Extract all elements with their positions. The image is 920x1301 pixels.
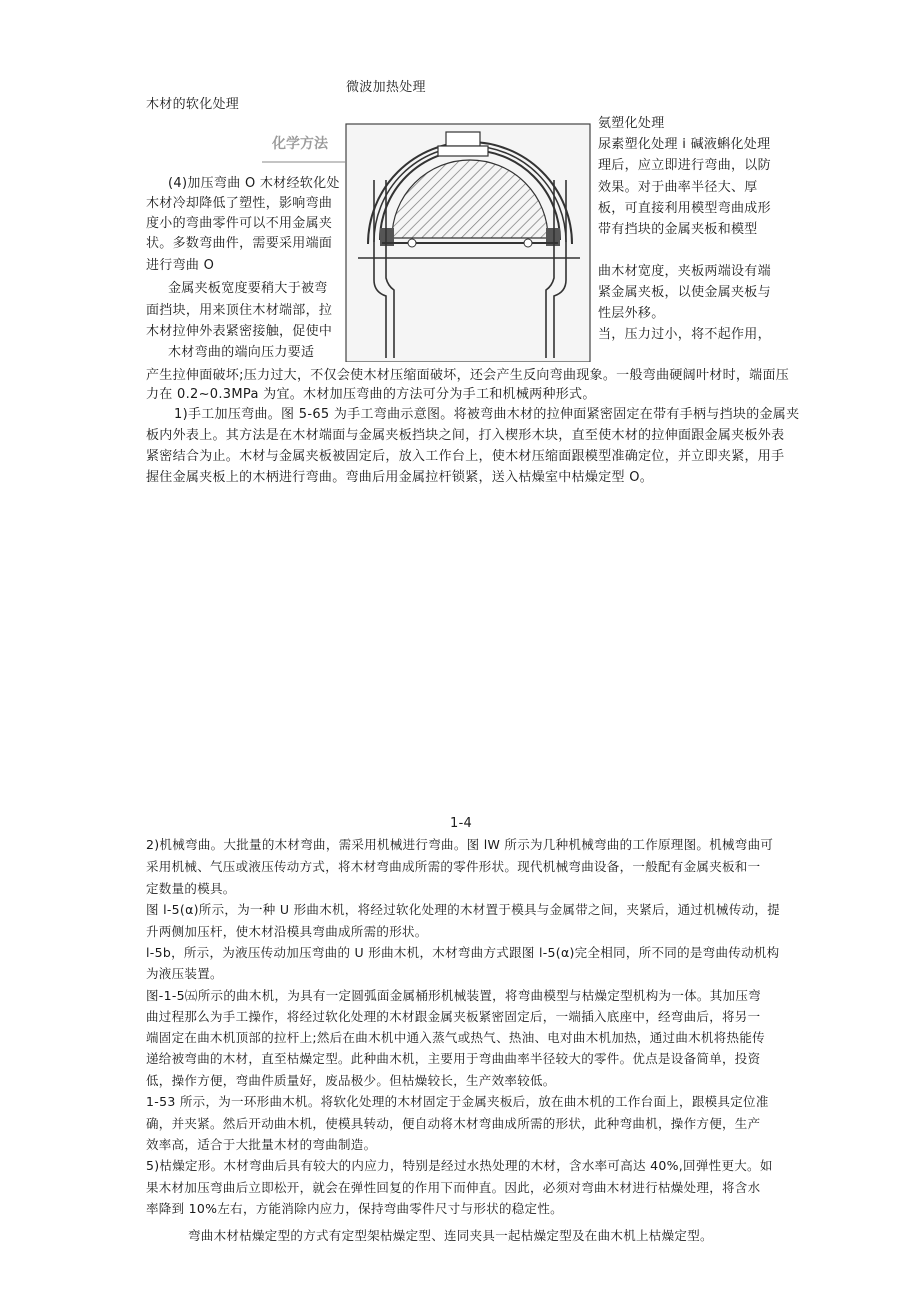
top-label: 微波加热处理: [346, 80, 426, 95]
right-line: 紧金属夹板，以使金属夹板与: [598, 285, 771, 300]
body-line: 图 l-5(α)所示，为一种 U 形曲木机，将经过软化处理的木材置于模具与金属带之间，夹紧后，通过机械传动，提: [146, 902, 781, 917]
left-line: 面挡块，用来顶住木材端部，拉: [146, 303, 333, 318]
body-line: 定数量的模具。: [146, 881, 236, 896]
body-line: 图-1-5㈤所示的曲木机，为具有一定圆弧面金属桶形机械装置，将弯曲模型与枯燥定型机构为一体。其加压弯: [146, 988, 761, 1003]
body-line: 2)机械弯曲。大批量的木材弯曲，需采用机械进行弯曲。图 lW 所示为几种机械弯曲的工作原理图。机械弯曲可: [146, 837, 774, 852]
body-line: 产生拉伸面破坏;压力过大，不仅会使木材压缩面破坏，还会产生反向弯曲现象。一般弯曲硬阔叶材时，端面压: [146, 368, 790, 383]
body-line: 紧密结合为止。木材与金属夹板被固定后，放入工作台上，使木材压缩面跟模型准确定位，并立即夹紧，用手: [146, 449, 785, 464]
right-line: 曲木材宽度，夹板两端设有端: [598, 264, 771, 279]
left-line: 进行弯曲 O: [146, 258, 215, 273]
right-line: 效果。对于曲率半径大、厚: [598, 180, 758, 195]
body-line: 5)枯燥定形。木材弯曲后具有较大的内应力，特别是经过水热处理的木材，含水率可高达 40%,回弹性更大。如: [146, 1158, 773, 1173]
left-line: 木材拉伸外表紧密接触，促使中: [146, 324, 333, 339]
left-label: 木材的软化处理: [146, 97, 240, 112]
body-line: 1)手工加压弯曲。图 5-65 为手工弯曲示意图。将被弯曲木材的拉伸面紧密固定在带有手柄与挡块的金属夹: [174, 407, 800, 422]
body-line: 低，操作方便，弯曲件质量好，废品极少。但枯燥较长，生产效率较低。: [146, 1073, 556, 1088]
body-line: 效率高，适合于大批量木材的弯曲制造。: [146, 1137, 377, 1152]
left-line: 状。多数弯曲件，需要采用端面: [146, 236, 333, 251]
body-line: 果木材加压弯曲后立即松开，就会在弹性回复的作用下而伸直。因此，必须对弯曲木材进行枯燥处理，将含水: [146, 1180, 761, 1195]
body-line: 板内外表上。其方法是在木材端面与金属夹板挡块之间，打入楔形木块，直至使木材的拉伸面跟金属夹板外表: [146, 428, 785, 443]
left-line: 金属夹板宽度要稍大于被弯: [168, 281, 328, 296]
page-number: 1-4: [450, 816, 473, 831]
left-line: 度小的弯曲零件可以不用金属夹: [146, 216, 333, 231]
body-line: 曲过程那么为手工操作，将经过软化处理的木材跟金属夹板紧密固定后，一端插入底座中，经弯曲后，将另一: [146, 1009, 761, 1024]
right-line: 尿素塑化处理 i 碱液蝌化处理: [598, 137, 771, 152]
body-line: 升两侧加压杆，使木材沿模具弯曲成所需的形状。: [146, 924, 428, 939]
right-line: 氨塑化处理: [598, 116, 665, 131]
body-line: 握住金属夹板上的木柄进行弯曲。弯曲后用金属拉杆锁紧，送入枯燥室中枯燥定型 O。: [146, 470, 654, 485]
figure-overlay-text: 化学方法: [272, 136, 328, 152]
body-line: 为液压装置。: [146, 966, 223, 981]
body-line: 1-53 所示，为一环形曲木机。将软化处理的木材固定于金属夹板后，放在曲木机的工作台面上，跟模具定位准: [146, 1094, 769, 1109]
body-line: 递给被弯曲的木材，直至枯燥定型。此种曲木机，主要用于弯曲曲率半径较大的零件。优点是设备简单，投资: [146, 1051, 761, 1066]
closing-line: 弯曲木材枯燥定型的方式有定型架枯燥定型、连同夹具一起枯燥定型及在曲木机上枯燥定型。: [188, 1228, 713, 1243]
body-line: 确，并夹紧。然后开动曲木机，使模具转动，便自动将木材弯曲成所需的形状，此种弯曲机，操作方便，生产: [146, 1116, 761, 1131]
right-line: 性层外移。: [598, 306, 665, 321]
body-line: 采用机械、气压或液压传动方式，将木材弯曲成所需的零件形状。现代机械弯曲设备，一般配有金属夹板和一: [146, 859, 761, 874]
left-line: 木材弯曲的端向压力要适: [168, 345, 315, 360]
body-line: 端固定在曲木机顶部的拉杆上;然后在曲木机中通入蒸气或热气、热油、电对曲木机加热，通过曲木机将热能传: [146, 1030, 765, 1045]
body-line: l-5b，所示，为液压传动加压弯曲的 U 形曲木机，木材弯曲方式跟图 l-5(α)完全相同，所不同的是弯曲传动机构: [146, 945, 780, 960]
right-line: 当，压力过小，将不起作用，: [598, 327, 771, 342]
left-line: (4)加压弯曲 O 木材经软化处: [168, 176, 340, 191]
body-line: 率降到 10%左右，方能消除内应力，保持弯曲零件尺寸与形状的稳定性。: [146, 1201, 563, 1216]
right-line: 带有挡块的金属夹板和模型: [598, 222, 758, 237]
right-line: 板，可直接利用模型弯曲成形: [598, 201, 771, 216]
body-line: 力在 0.2~0.3MPa 为宜。木材加压弯曲的方法可分为手工和机械两种形式。: [146, 387, 596, 402]
right-line: 理后，应立即进行弯曲，以防: [598, 158, 771, 173]
left-line: 木材冷却降低了塑性，影响弯曲: [146, 196, 333, 211]
